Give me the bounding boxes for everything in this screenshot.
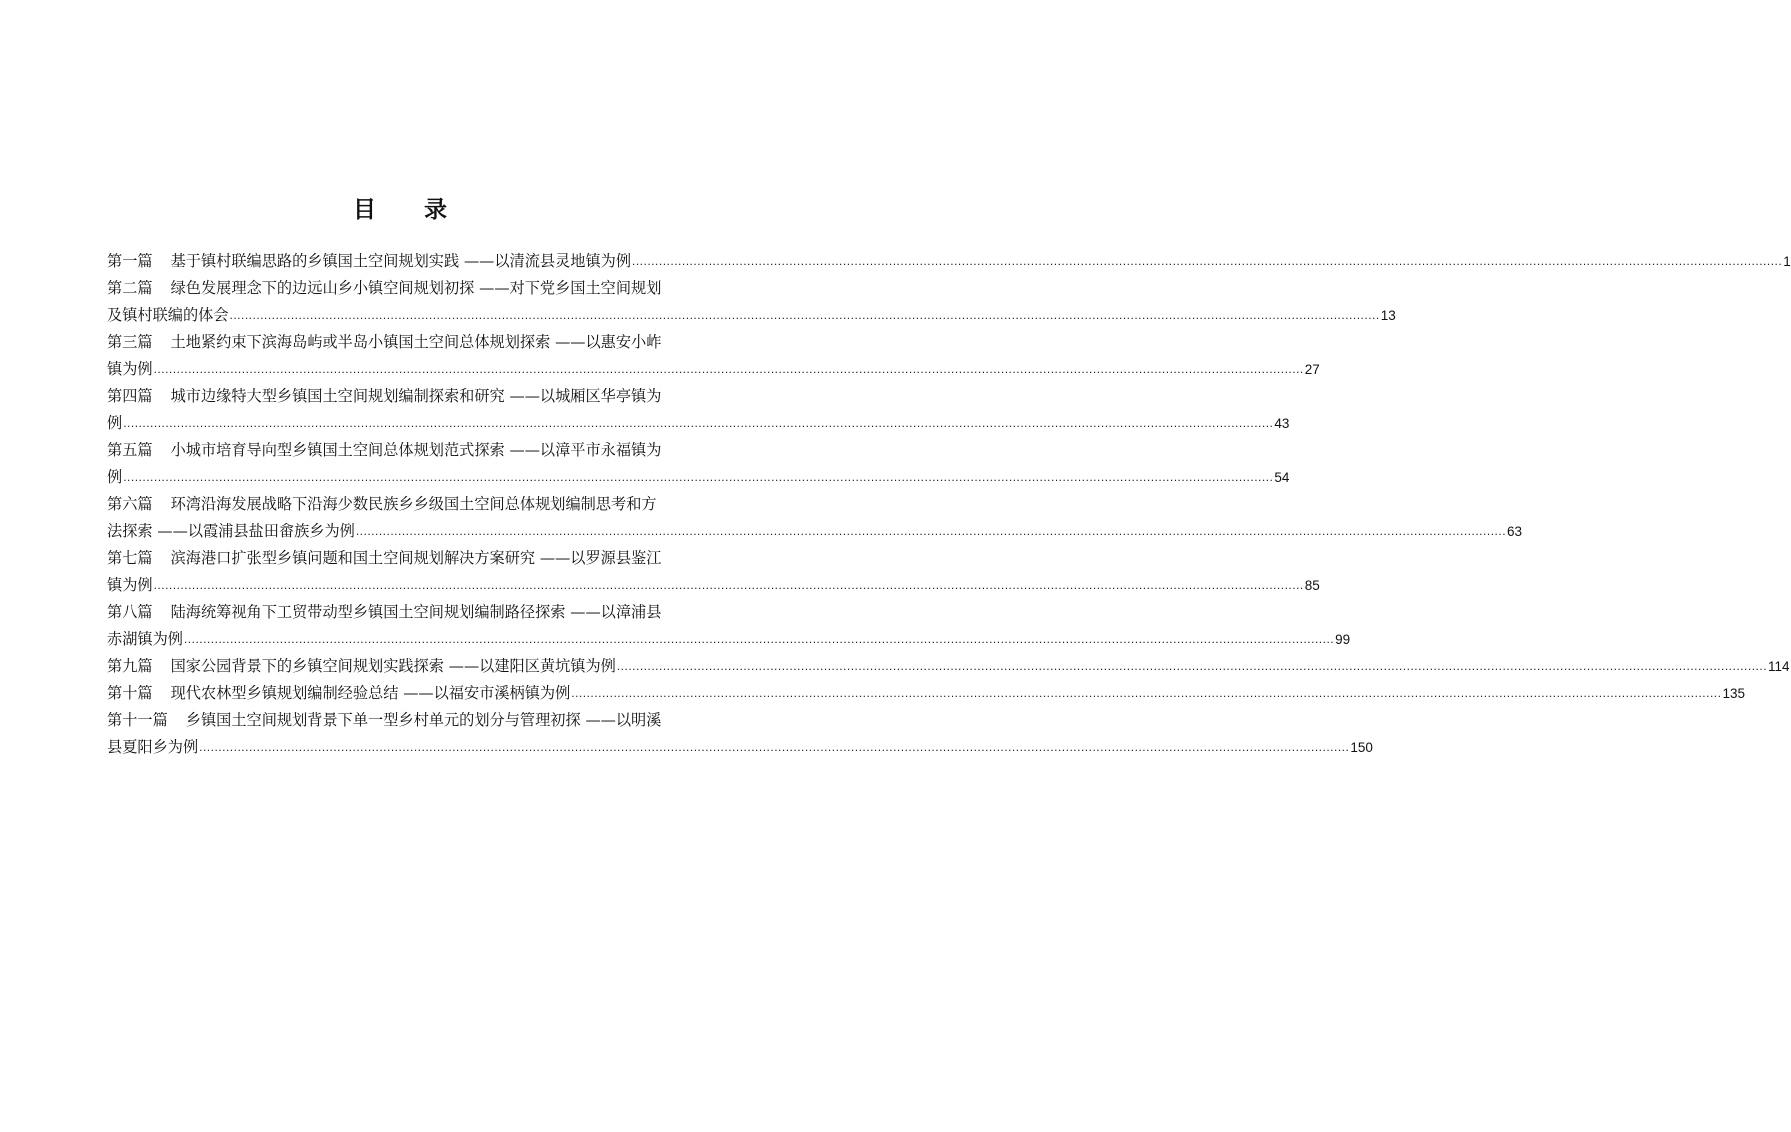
toc-leader-dots: ............................................................................................................................................................................................................................................................................................................: [153, 362, 1304, 376]
toc-entry-label: 第十篇: [107, 684, 153, 702]
toc-entry-label: 第六篇: [107, 495, 153, 513]
toc-page-number: 13: [1380, 308, 1396, 323]
toc-page-number: 1: [1783, 254, 1791, 269]
toc-entry-label: 第二篇: [107, 279, 153, 297]
toc-entry-line: [107, 680, 1745, 707]
toc-entry-line: [107, 491, 701, 518]
toc-entry-line: [107, 464, 1290, 491]
toc-entry[interactable]: [107, 383, 1290, 437]
toc-page-number: 150: [1350, 740, 1373, 755]
toc-entry-title-cont: 法探索 ——以霞浦县盐田畲族乡为例: [107, 522, 355, 540]
toc-title: 目 录: [352, 196, 467, 223]
toc-entry-label: 第七篇: [107, 549, 153, 567]
toc-entry-title: 绿色发展理念下的边远山乡小镇空间规划初探 ——对下党乡国土空间规划: [170, 279, 662, 297]
toc-entry[interactable]: [107, 491, 1523, 545]
toc-entry[interactable]: [107, 680, 1745, 707]
toc-entry-title: 乡镇国土空间规划背景下单一型乡村单元的划分与管理初探 ——以明溪: [185, 711, 662, 729]
toc-entry-title: 城市边缘特大型乡镇国土空间规划编制探索和研究 ——以城厢区华亭镇为: [170, 387, 662, 405]
toc-entry-title: 小城市培育导向型乡镇国土空间总体规划范式探索 ——以漳平市永福镇为: [170, 441, 662, 459]
toc-entry-line: [107, 275, 701, 302]
toc-entry-label: 第五篇: [107, 441, 153, 459]
toc-entry-title: 环湾沿海发展战略下沿海少数民族乡乡级国土空间总体规划编制思考和方: [170, 495, 657, 513]
toc-entry-title: 滨海港口扩张型乡镇问题和国土空间规划解决方案研究 ——以罗源县鉴江: [170, 549, 662, 567]
toc-entry[interactable]: [107, 599, 1351, 653]
toc-leader-dots: ............................................................................................................................................................................................................................................................................................................: [616, 659, 1768, 673]
toc-page-number: 114: [1768, 659, 1790, 674]
toc-entry-label: 第一篇: [107, 252, 153, 270]
toc-entry[interactable]: [107, 707, 1373, 761]
toc-entry[interactable]: [107, 653, 1790, 680]
toc-entry-line: [107, 437, 701, 464]
toc-entry[interactable]: [107, 329, 1320, 383]
toc-entry[interactable]: [107, 248, 1791, 275]
toc-entry-title-cont: 镇为例: [107, 576, 153, 594]
toc-list: [107, 248, 1791, 761]
toc-entry[interactable]: [107, 275, 1396, 329]
toc-entry-title-cont: 例: [107, 468, 123, 486]
toc-leader-dots: ............................................................................................................................................................................................................................................................................................................: [571, 686, 1722, 700]
toc-entry-line: [107, 707, 701, 734]
toc-page-number: 43: [1274, 416, 1290, 431]
toc-entry-label: 第四篇: [107, 387, 153, 405]
toc-entry-title-cont: 镇为例: [107, 360, 153, 378]
toc-entry-title: 国家公园背景下的乡镇空间规划实践探索 ——以建阳区黄坑镇为例: [170, 657, 616, 675]
toc-page-number: 54: [1274, 470, 1290, 485]
toc-entry-title-cont: 及镇村联编的体会: [107, 306, 229, 324]
toc-entry-title: 土地紧约束下滨海岛屿或半岛小镇国土空间总体规划探索 ——以惠安小岞: [170, 333, 662, 351]
toc-entry[interactable]: [107, 545, 1320, 599]
toc-entry-label: 第三篇: [107, 333, 153, 351]
toc-leader-dots: ............................................................................................................................................................................................................................................................................................................: [183, 632, 1335, 646]
toc-page-number: 85: [1304, 578, 1320, 593]
toc-page-number: 99: [1335, 632, 1351, 647]
toc-entry-title: 陆海统筹视角下工贸带动型乡镇国土空间规划编制路径探索 ——以漳浦县: [170, 603, 662, 621]
toc-entry-label: 第八篇: [107, 603, 153, 621]
toc-leader-dots: ............................................................................................................................................................................................................................................................................................................: [229, 308, 1380, 322]
toc-entry-title-cont: 赤湖镇为例: [107, 630, 183, 648]
toc-entry-title-cont: 例: [107, 414, 123, 432]
toc-entry[interactable]: [107, 437, 1290, 491]
toc-page-number: 135: [1722, 686, 1745, 701]
toc-leader-dots: ............................................................................................................................................................................................................................................................................................................: [123, 416, 1274, 430]
toc-page-number: 27: [1304, 362, 1320, 377]
toc-entry-line: [107, 572, 1320, 599]
toc-leader-dots: ............................................................................................................................................................................................................................................................................................................: [632, 254, 1783, 268]
toc-entry-line: [107, 356, 1320, 383]
toc-entry-line: [107, 653, 1790, 680]
toc-entry-line: [107, 545, 701, 572]
toc-leader-dots: ............................................................................................................................................................................................................................................................................................................: [153, 578, 1304, 592]
toc-entry-line: [107, 383, 701, 410]
toc-entry-line: [107, 518, 1523, 545]
toc-entry-title-cont: 县夏阳乡为例: [107, 738, 199, 756]
toc-entry-line: [107, 248, 1791, 275]
toc-entry-line: [107, 302, 1396, 329]
toc-entry-line: [107, 599, 701, 626]
toc-entry-title: 现代农林型乡镇规划编制经验总结 ——以福安市溪柄镇为例: [170, 684, 571, 702]
toc-leader-dots: ............................................................................................................................................................................................................................................................................................................: [199, 740, 1350, 754]
toc-leader-dots: ............................................................................................................................................................................................................................................................................................................: [123, 470, 1274, 484]
toc-entry-line: [107, 734, 1373, 761]
toc-entry-line: [107, 329, 701, 356]
toc-leader-dots: ............................................................................................................................................................................................................................................................................................................: [355, 524, 1507, 538]
toc-entry-line: [107, 626, 1351, 653]
toc-entry-title: 基于镇村联编思路的乡镇国土空间规划实践 ——以清流县灵地镇为例: [170, 252, 632, 270]
toc-page-number: 63: [1507, 524, 1523, 539]
toc-entry-label: 第九篇: [107, 657, 153, 675]
toc-entry-line: [107, 410, 1290, 437]
toc-entry-label: 第十一篇: [107, 711, 168, 729]
